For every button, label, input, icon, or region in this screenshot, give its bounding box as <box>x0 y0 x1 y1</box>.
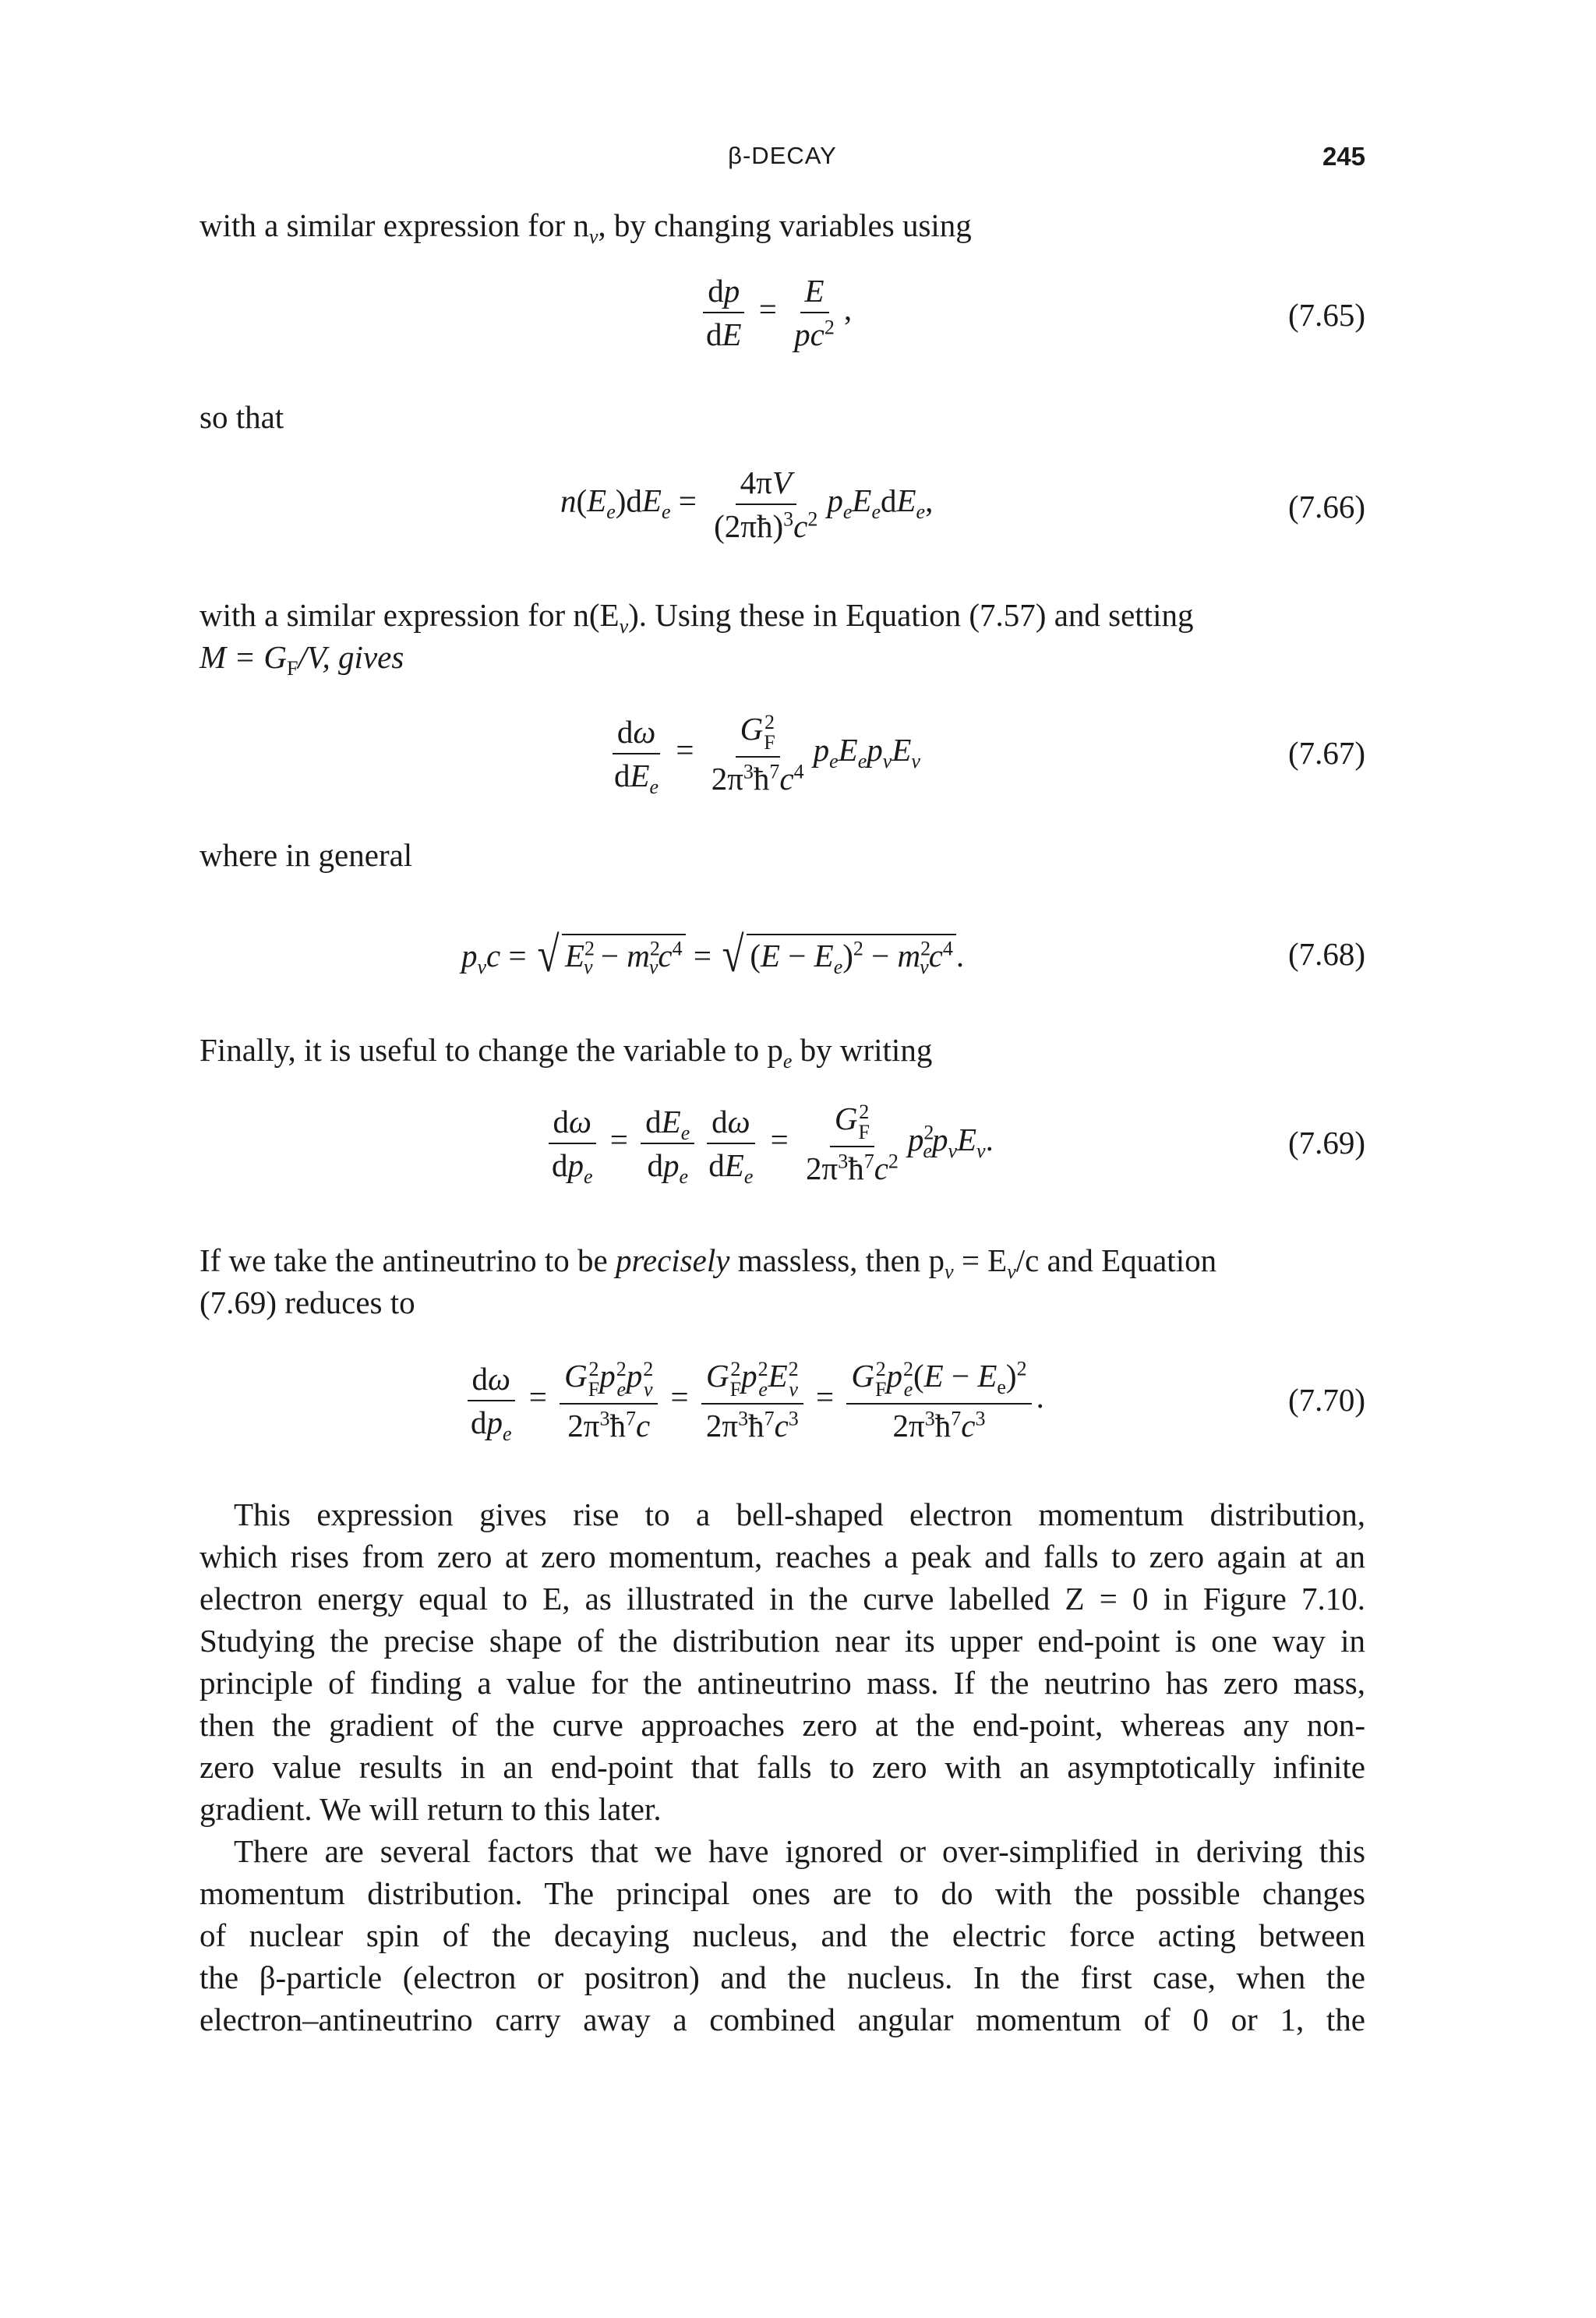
text-line: Finally, it is useful to change the variable to $p_e$ by writing <box>200 1032 933 1073</box>
text-line: so that <box>200 399 284 435</box>
equation-7-69: $\frac{d\omega}{dp_e}$ = $\frac{dE_e}{dp_e}$ $\frac{d\omega}{dE_e}$ = G 2 F $2\pi^3ħ^7c^2$ $p^2_ep_\nu E_\nu$. (7.69) <box>200 1101 1365 1202</box>
page-header <box>200 139 1365 178</box>
text-line: (7.69) reduces to <box>200 1284 415 1320</box>
text-line: If we take the antineutrino to be precisely massless, then $p_\nu = E_\nu/c$ and Equation <box>200 1242 1217 1284</box>
text-line: electron–antineutrino carry away a combined angular momentum of 0 or 1, the <box>200 2002 1365 2037</box>
equation-7-68: $p_\nu c$ = √ $E^2_\nu - m^2_\nu c^4$ = √ $(E - E_e)^2 - m^2_\nu c^4$. (7.68) <box>461 927 1365 982</box>
text-line: electron energy equal to E, as illustrated in the curve labelled Z = 0 in Figure 7.10. <box>200 1581 1365 1617</box>
text-line: $M = G_F/V$, gives <box>200 639 404 680</box>
running-head: β-DECAY <box>728 142 837 169</box>
text-line: zero value results in an end-point that falls to zero with an asymptotically infinite <box>200 1749 1365 1785</box>
text-line: of nuclear spin of the decaying nucleus, and the electric force acting between <box>200 1917 1365 1953</box>
text-line: with a similar expression for $n(E_\nu)$. Using these in Equation (7.57) and setting <box>200 597 1194 638</box>
text-line: momentum distribution. The principal ones are to do with the possible changes <box>200 1875 1365 1911</box>
equation-number: (7.68) <box>1287 936 1365 972</box>
equation-7-65: $\frac{dp}{dE}$ = $\frac{E}{pc^2}$ , (7.65) <box>200 273 1365 374</box>
paragraph <box>200 1830 1365 2041</box>
text-line: Studying the precise shape of the distribution near its upper end-point is one way in <box>200 1623 1365 1659</box>
equation-number: (7.70) <box>1287 1382 1365 1418</box>
equation-number: (7.67) <box>1287 735 1365 771</box>
text-line: This expression gives rise to a bell-shaped electron momentum distribution, <box>234 1496 1365 1532</box>
equation-7-70: $\frac{d\omega}{dp_e}$ = G 2 F p 2 e p 2 ν $2\pi^3ħ^7c$ = G 2 F p 2 e E 2 ν $2\pi^3ħ^7c^3$ = G 2 F p 2 e $(E - E_e)^2$ $2\pi^3ħ^7c^3$ . (7.70) <box>200 1358 1365 1459</box>
text-line: There are several factors that we have ignored or over-simplified in deriving this <box>234 1833 1365 1869</box>
paragraph <box>200 1493 1365 1830</box>
text-line: then the gradient of the curve approaches zero at the end-point, whereas any non- <box>200 1707 1365 1743</box>
text-line: which rises from zero at zero momentum, reaches a peak and falls to zero again at an <box>200 1539 1365 1574</box>
page-number: 245 <box>1322 142 1365 171</box>
equation-7-66: $n(E_e)dE_e$ = $\frac{4\pi V}{(2\pi ħ)^3c^2}$ $p_eE_edE_e$, (7.66) <box>560 465 1365 544</box>
text-line: principle of finding a value for the antineutrino mass. If the neutrino has zero mass, <box>200 1665 1365 1701</box>
text-line: the β-particle (electron or positron) and the nucleus. In the first case, when the <box>200 1959 1365 1995</box>
text-line: with a similar expression for $n_\nu$, by changing variables using <box>200 207 972 249</box>
equation-number: (7.66) <box>1287 489 1365 525</box>
equation-number: (7.69) <box>1287 1125 1365 1161</box>
text-line: where in general <box>200 837 413 873</box>
equation-number: (7.65) <box>1287 297 1365 333</box>
equation-7-67: $\frac{d\omega}{dE_e}$ = G 2 F $2\pi^3ħ^7c^4$ $p_eE_ep_\nu E_\nu$ (7.67) <box>200 711 1365 812</box>
text-line: gradient. We will return to this later. <box>200 1791 662 1827</box>
